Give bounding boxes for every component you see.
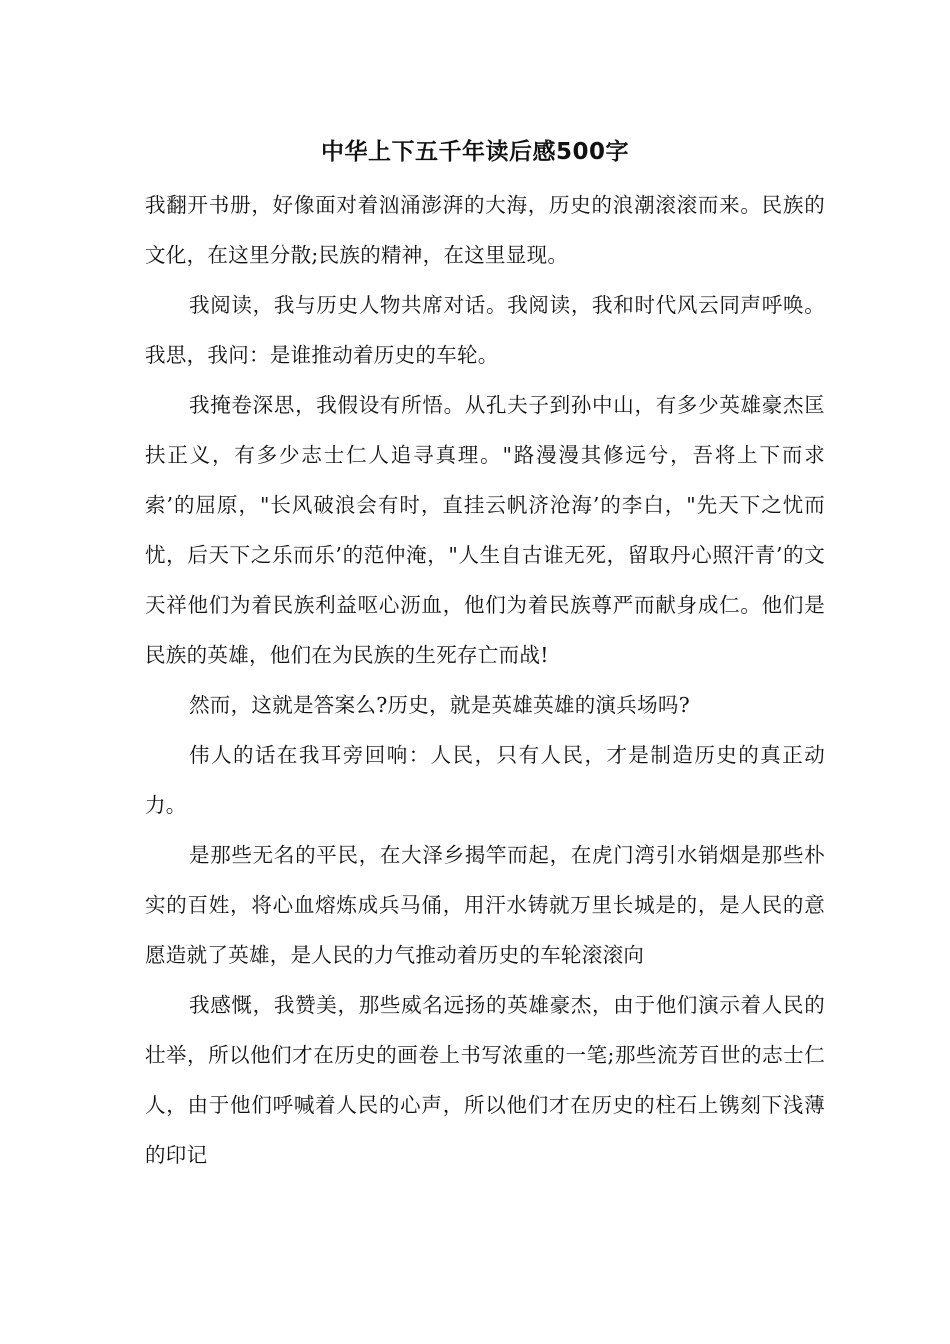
- document-title: 中华上下五千年读后感500字: [320, 139, 629, 165]
- paragraph-4: 然而，这就是答案么?历史，就是英雄英雄的演兵场吗?: [189, 693, 690, 717]
- paragraph-6: 是那些无名的平民，在大泽乡揭竿而起，在虎门湾引水销烟是那些朴实的百姓，将心血熔炼成兵马俑，用汗水铸就万里长城是的，是人民的意愿造就了英雄，是人民的力气推动着历史的车轮滚滚向: [145, 843, 825, 967]
- paragraph-2: 我阅读，我与历史人物共席对话。我阅读，我和时代风云同声呼唤。我思，我问：是谁推动着历史的车轮。: [145, 293, 825, 367]
- paragraph-5: 伟人的话在我耳旁回响：人民，只有人民，才是制造历史的真正动力。: [145, 743, 825, 817]
- document-body: [145, 180, 825, 1180]
- paragraph-1: 我翻开书册，好像面对着汹涌澎湃的大海，历史的浪潮滚滚而来。民族的文化，在这里分散;民族的精神，在这里显现。: [145, 193, 825, 267]
- paragraph-7: 我感慨，我赞美，那些威名远扬的英雄豪杰，由于他们演示着人民的壮举，所以他们才在历史的画卷上书写浓重的一笔;那些流芳百世的志士仁人，由于他们呼喊着人民的心声，所以他们才在历史的柱石上镌刻下浅薄的印记: [145, 993, 825, 1167]
- paragraph-3: 我掩卷深思，我假设有所悟。从孔夫子到孙中山，有多少英雄豪杰匡扶正义，有多少志士仁人追寻真理。"路漫漫其修远兮，吾将上下而求索’的屈原，"长风破浪会有时，直挂云帆济沧海’的李白，"先天下之忧而忧，后天下之乐而乐’的范仲淹，"人生自古谁无死，留取丹心照汗青’的文天祥他们为着民族利益呕心沥血，他们为着民族尊严而献身成仁。他们是民族的英雄，他们在为民族的生死存亡而战!: [145, 393, 825, 667]
